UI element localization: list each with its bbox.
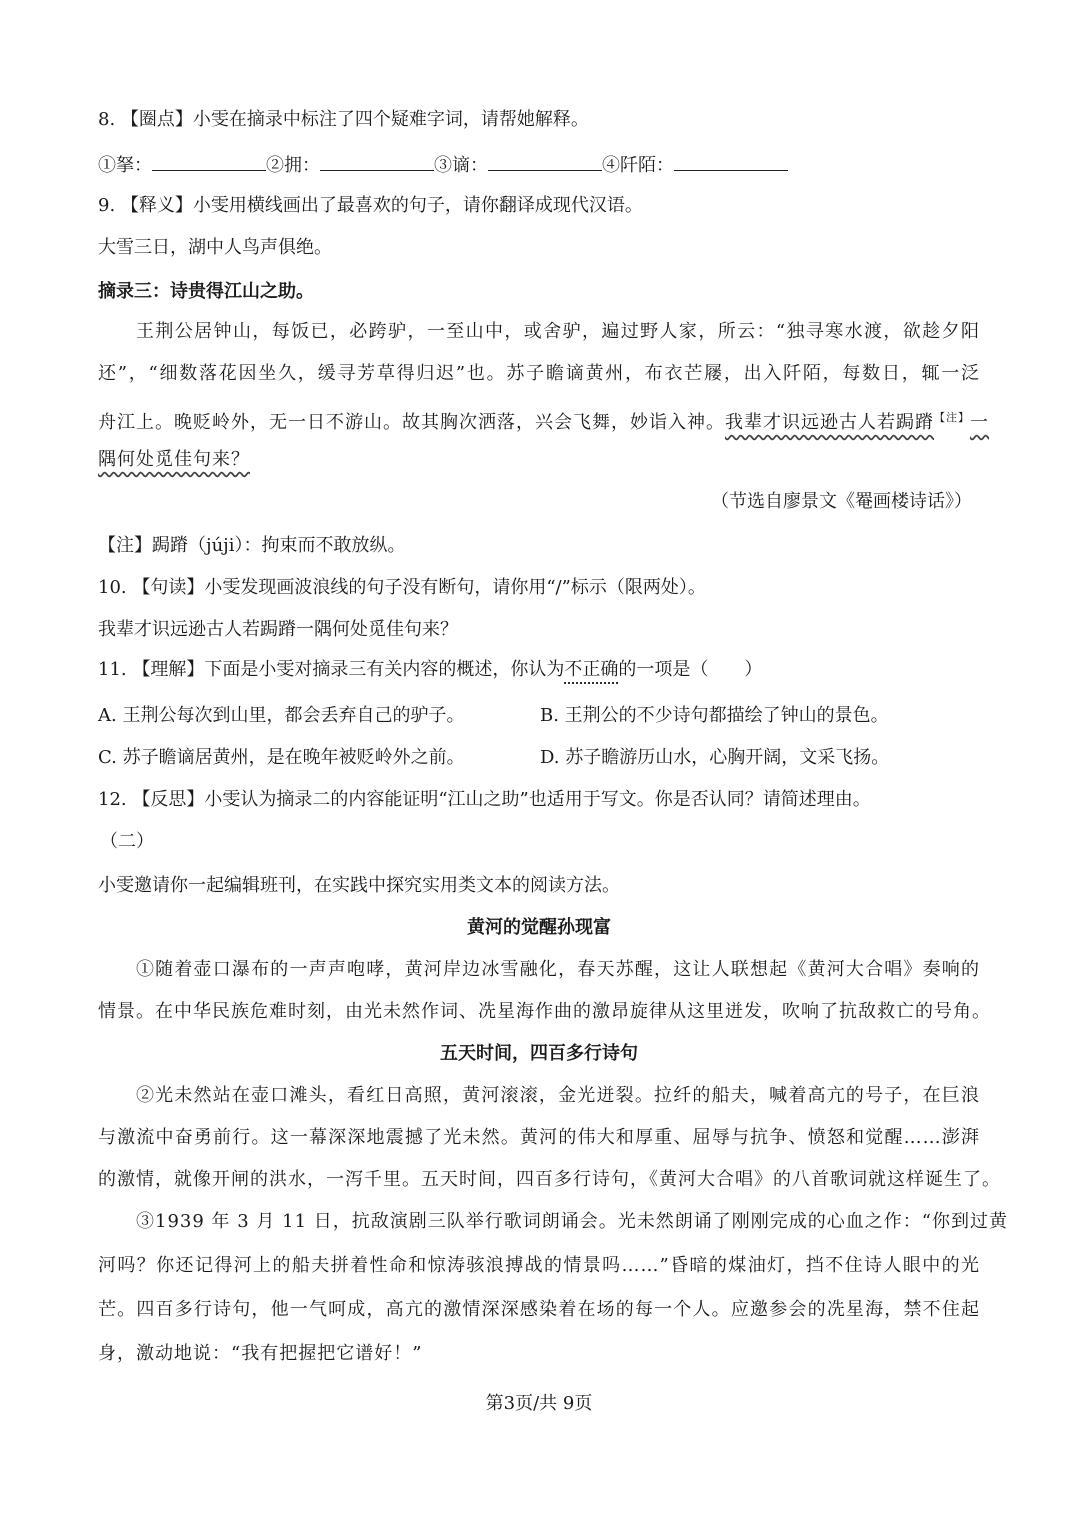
excerpt-3-heading: 摘录三：诗贵得江山之助。 (98, 281, 314, 302)
paragraph-2-line-1: ②光未然站在壶口滩头，看红日高照，黄河滚滚，金光迸裂。拉纤的船夫，喊着高亢的号子，在巨浪 (136, 1085, 980, 1106)
paragraph-3-line-1: ③1939 年 3 月 11 日，抗敌演剧三队举行歌词朗诵会。光未然朗诵了刚刚完成的心血之作：“你到过黄 (136, 1211, 1008, 1232)
excerpt-3-source: （节选自廖景文《罨画楼诗话》） (711, 491, 972, 512)
paragraph-3-line-2: 河吗？你还记得河上的船夫拼着性命和惊涛骇浪搏战的情景吗……”昏暗的煤油灯，挡不住诗人眼中的光 (98, 1255, 980, 1276)
blank-label-4: ④阡陌： (602, 155, 674, 176)
blank-label-1: ①拏： (98, 155, 152, 176)
question-11-stem-b: 的一项是（ ） (618, 659, 763, 680)
paragraph-2-line-2: 与激流中奋勇前行。这一幕深深地震撼了光未然。黄河的伟大和厚重、屈辱与抗争、愤怒和觉醒……澎湃 (98, 1127, 980, 1148)
question-9-sentence: 大雪三日，湖中人鸟声俱绝。 (98, 237, 332, 258)
article-title: 黄河的觉醒孙现富 (467, 917, 611, 938)
excerpt-3-line-4 (98, 448, 980, 472)
option-b[interactable]: B. 王荆公的不少诗句都描绘了钟山的景色。 (540, 705, 889, 726)
excerpt-3-line-3 (98, 406, 989, 435)
question-10-sentence: 我辈才识远逊古人若跼蹐一隅何处觅佳句来？ (98, 619, 458, 640)
article-subtitle: 五天时间，四百多行诗句 (440, 1043, 638, 1064)
page-footer: 第3页/共 9页 (485, 1393, 593, 1414)
answer-blank-2[interactable] (320, 152, 434, 171)
paragraph-1-line-2: 情景。在中华民族危难时刻，由光未然作词、冼星海作曲的激昂旋律从这里迸发，吹响了抗敌救亡的号角。 (98, 1001, 991, 1022)
excerpt-3-line-2-a: 还”，“细数落花因坐久，缓寻芳草得归迟”也。苏子瞻谪黄州，布衣芒屦，出入 (98, 363, 784, 384)
wavy-sentence: 我辈才识远逊古人若跼蹐 (725, 412, 934, 433)
excerpt-3-line-1: 王荆公居钟山，每饭已，必跨驴，一至山中，或舍驴，遍过野人家，所云：“独寻寒水渡，欲趁夕阳 (136, 321, 980, 342)
answer-blank-3[interactable] (488, 152, 602, 171)
footnote-mark: 【注】 (934, 411, 970, 424)
blank-label-2: ②拥： (266, 155, 320, 176)
excerpt-3-line-3-a: 舟江上。晚贬岭外，无一日不游山。故其胸次洒落，兴会飞舞，妙诣入神。 (98, 412, 725, 433)
question-9-stem: 9. 【释义】小雯用横线画出了最喜欢的句子，请你翻译成现代汉语。 (98, 195, 643, 216)
question-8-stem: 8. 【圈点】小雯在摘录中标注了四个疑难字词，请帮她解释。 (98, 109, 589, 130)
paragraph-3-line-4: 身，激动地说：“我有把握把它谱好！” (98, 1343, 423, 1364)
paragraph-3-line-3: 芒。四百多行诗句，他一气呵成，高亢的激情深深感染着在场的每一个人。应邀参会的冼星海，禁不住起 (98, 1299, 980, 1320)
question-10-stem: 10. 【句读】小雯发现画波浪线的句子没有断句，请你用“/”标示（限两处）。 (98, 577, 706, 598)
question-11-stem (98, 658, 980, 682)
answer-blank-4[interactable] (674, 152, 788, 171)
paragraph-1-line-1: ①随着壶口瀑布的一声声咆哮，黄河岸边冰雪融化，春天苏醒，这让人联想起《黄河大合唱》奏响的 (136, 959, 980, 980)
emphasis-not-correct: 不正确 (564, 659, 619, 680)
excerpt-3-line-2 (98, 362, 980, 386)
footnote: 【注】跼蹐（júji）：拘束而不敢放纵。 (98, 535, 406, 556)
question-12-stem: 12. 【反思】小雯认为摘录二的内容能证明“江山之助”也适用于写文。你是否认同？请简述理由。 (98, 789, 871, 810)
option-c[interactable]: C. 苏子瞻谪居黄州，是在晚年被贬岭外之前。 (98, 747, 465, 768)
dotted-word-qianmo: 阡陌 (783, 363, 823, 384)
blank-label-3: ③谪： (434, 155, 488, 176)
option-d[interactable]: D. 苏子瞻游历山水，心胸开阔，文采飞扬。 (540, 747, 890, 768)
question-11-stem-a: 11. 【理解】下面是小雯对摘录三有关内容的概述，你认为 (98, 659, 565, 680)
excerpt-3-line-2-c: ，每数日，辄一泛 (822, 363, 981, 384)
part-2-intro: 小雯邀请你一起编辑班刊，在实践中探究实用类文本的阅读方法。 (98, 875, 620, 896)
answer-blank-1[interactable] (152, 152, 266, 171)
question-8-blanks (98, 152, 980, 178)
wavy-sentence-end: 隅何处觅佳句来？ (98, 449, 250, 470)
part-2-label: （二） (100, 831, 154, 852)
paragraph-2-line-3: 的激情，就像开闸的洪水，一泻千里。五天时间，四百多行诗句，《黄河大合唱》的八首歌词就这样诞生了。 (98, 1169, 1001, 1190)
wavy-sentence-tail: 一 (970, 412, 989, 433)
option-a[interactable]: A. 王荆公每次到山里，都会丢弃自己的驴子。 (98, 705, 465, 726)
